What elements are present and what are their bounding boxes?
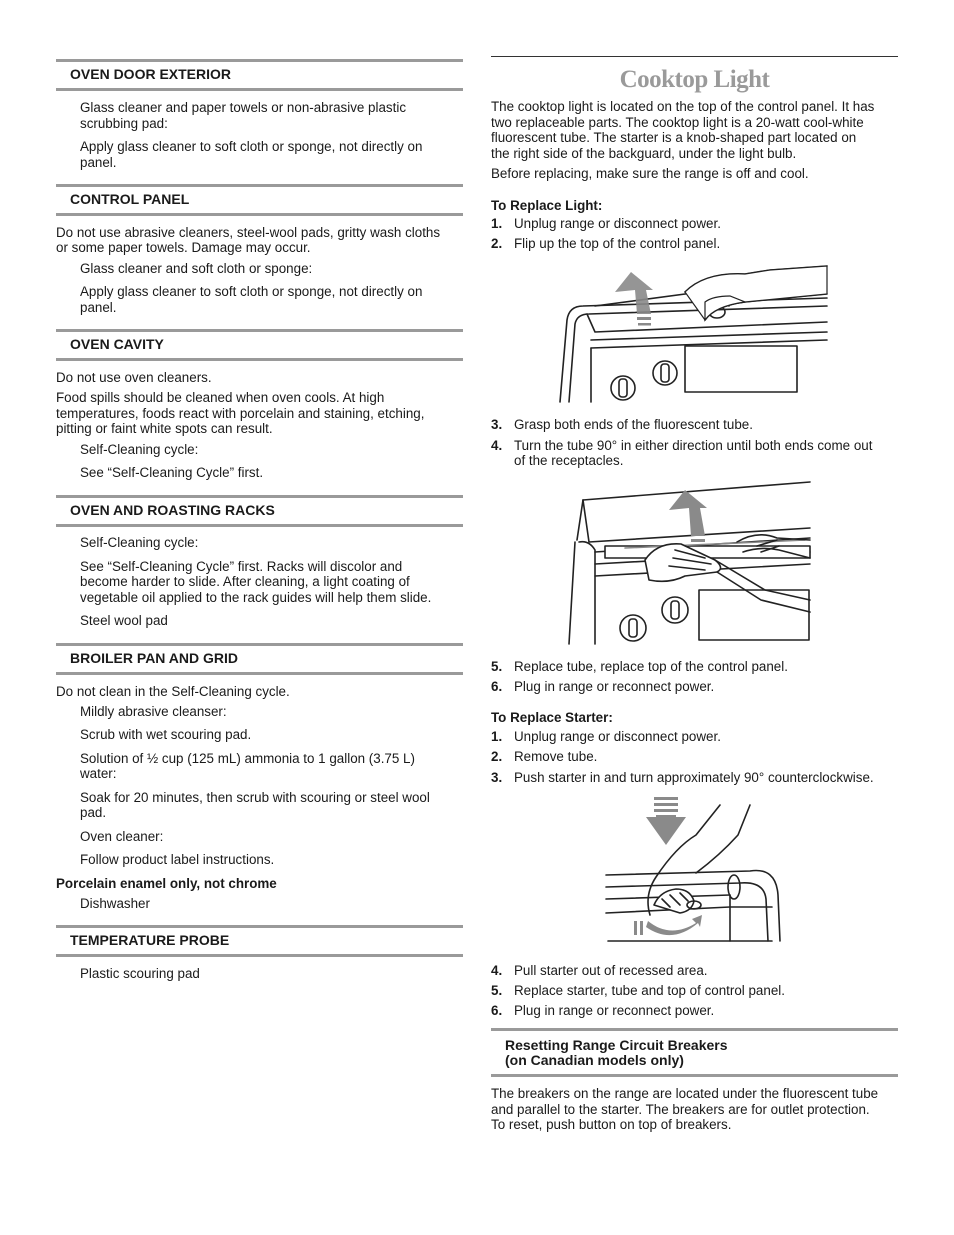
text-line: panel. <box>80 155 117 170</box>
section-heading-box <box>491 1028 898 1077</box>
step-number: 3. <box>491 417 503 432</box>
text-line: Do not use abrasive cleaners, steel-wool pads, gritty wash cloths <box>56 225 441 240</box>
section-heading: BROILER PAN AND GRID <box>56 643 463 675</box>
text-line: Food spills should be cleaned when oven cools. At high <box>56 390 385 405</box>
text-line: vegetable oil applied to the rack guides will help them slide. <box>80 590 432 605</box>
step-text: Unplug range or disconnect power. <box>514 216 721 231</box>
section-heading: OVEN CAVITY <box>56 329 463 361</box>
text-line: Dishwasher <box>80 896 150 911</box>
illustration-flip-panel <box>555 262 835 404</box>
step-number: 5. <box>491 659 503 674</box>
step-text: Replace tube, replace top of the control panel. <box>514 659 788 674</box>
step-text: Replace starter, tube and top of control panel. <box>514 983 785 998</box>
text-line: Do not use oven cleaners. <box>56 370 212 385</box>
text-line: Self-Cleaning cycle: <box>80 442 199 457</box>
text-line: or some paper towels. Damage may occur. <box>56 240 311 255</box>
text-line: panel. <box>80 300 117 315</box>
text-line: Soak for 20 minutes, then scrub with scouring or steel wool <box>80 790 430 805</box>
step-number: 2. <box>491 236 503 251</box>
text-line: Glass cleaner and paper towels or non-abrasive plastic <box>80 100 407 115</box>
text-line: Do not clean in the Self-Cleaning cycle. <box>56 684 290 699</box>
text-line: Glass cleaner and soft cloth or sponge: <box>80 261 313 276</box>
text-line: See “Self-Cleaning Cycle” first. Racks will discolor and <box>80 559 403 574</box>
text-line: scrubbing pad: <box>80 116 168 131</box>
step-number: 4. <box>491 438 503 453</box>
text-line: Solution of ½ cup (125 mL) ammonia to 1 gallon (3.75 L) <box>80 751 415 766</box>
step-number: 3. <box>491 770 503 785</box>
subheading: Porcelain enamel only, not chrome <box>56 876 277 891</box>
text-line: Before replacing, make sure the range is off and cool. <box>491 166 809 181</box>
text-line: Steel wool pad <box>80 613 168 628</box>
text-line: temperatures, foods react with porcelain and staining, etching, <box>56 406 425 421</box>
text-line: Mildly abrasive cleanser: <box>80 704 227 719</box>
divider <box>491 56 898 57</box>
text-line: water: <box>80 766 117 781</box>
step-text: of the receptacles. <box>514 453 624 468</box>
illustration-starter <box>600 795 785 947</box>
step-number: 2. <box>491 749 503 764</box>
page-title: Cooktop Light <box>619 66 770 93</box>
text-line: The cooktop light is located on the top of the control panel. It has <box>491 99 875 114</box>
section-heading: (on Canadian models only) <box>505 1052 684 1068</box>
section-heading: OVEN AND ROASTING RACKS <box>56 495 463 527</box>
step-number: 1. <box>491 729 503 744</box>
text-line: and parallel to the starter. The breakers are for outlet protection. <box>491 1102 870 1117</box>
step-number: 6. <box>491 679 503 694</box>
text-line: two replaceable parts. The cooktop light is a 20-watt cool-white <box>491 115 864 130</box>
section-heading: CONTROL PANEL <box>56 184 463 216</box>
illustration-grasp-tube <box>565 480 815 646</box>
text-line: become harder to slide. After cleaning, a light coating of <box>80 574 410 589</box>
step-number: 4. <box>491 963 503 978</box>
step-text: Remove tube. <box>514 749 598 764</box>
section-heading: OVEN DOOR EXTERIOR <box>56 59 463 91</box>
step-number: 6. <box>491 1003 503 1018</box>
section-heading: Resetting Range Circuit Breakers <box>505 1037 728 1053</box>
step-text: Push starter in and turn approximately 90° counterclockwise. <box>514 770 874 785</box>
text-line: Apply glass cleaner to soft cloth or sponge, not directly on <box>80 284 423 299</box>
step-text: Plug in range or reconnect power. <box>514 1003 715 1018</box>
text-line: Self-Cleaning cycle: <box>80 535 199 550</box>
text-line: To reset, push button on top of breakers. <box>491 1117 732 1132</box>
text-line: Apply glass cleaner to soft cloth or sponge, not directly on <box>80 139 423 154</box>
text-line: Plastic scouring pad <box>80 966 200 981</box>
step-text: Turn the tube 90° in either direction until both ends come out <box>514 438 873 453</box>
step-text: Grasp both ends of the fluorescent tube. <box>514 417 753 432</box>
subheading: To Replace Light: <box>491 198 603 213</box>
step-text: Pull starter out of recessed area. <box>514 963 708 978</box>
text-line: Oven cleaner: <box>80 829 164 844</box>
step-text: Unplug range or disconnect power. <box>514 729 721 744</box>
text-line: the right side of the backguard, under the light bulb. <box>491 146 797 161</box>
text-line: Follow product label instructions. <box>80 852 275 867</box>
text-line: Scrub with wet scouring pad. <box>80 727 252 742</box>
subheading: To Replace Starter: <box>491 710 613 725</box>
text-line: pitting or faint white spots can result. <box>56 421 273 436</box>
text-line: See “Self-Cleaning Cycle” first. <box>80 465 264 480</box>
text-line: fluorescent tube. The starter is a knob-shaped part located on <box>491 130 857 145</box>
step-number: 5. <box>491 983 503 998</box>
step-text: Plug in range or reconnect power. <box>514 679 715 694</box>
section-heading: TEMPERATURE PROBE <box>56 925 463 957</box>
text-line: pad. <box>80 805 107 820</box>
step-number: 1. <box>491 216 503 231</box>
text-line: The breakers on the range are located under the fluorescent tube <box>491 1086 879 1101</box>
step-text: Flip up the top of the control panel. <box>514 236 721 251</box>
